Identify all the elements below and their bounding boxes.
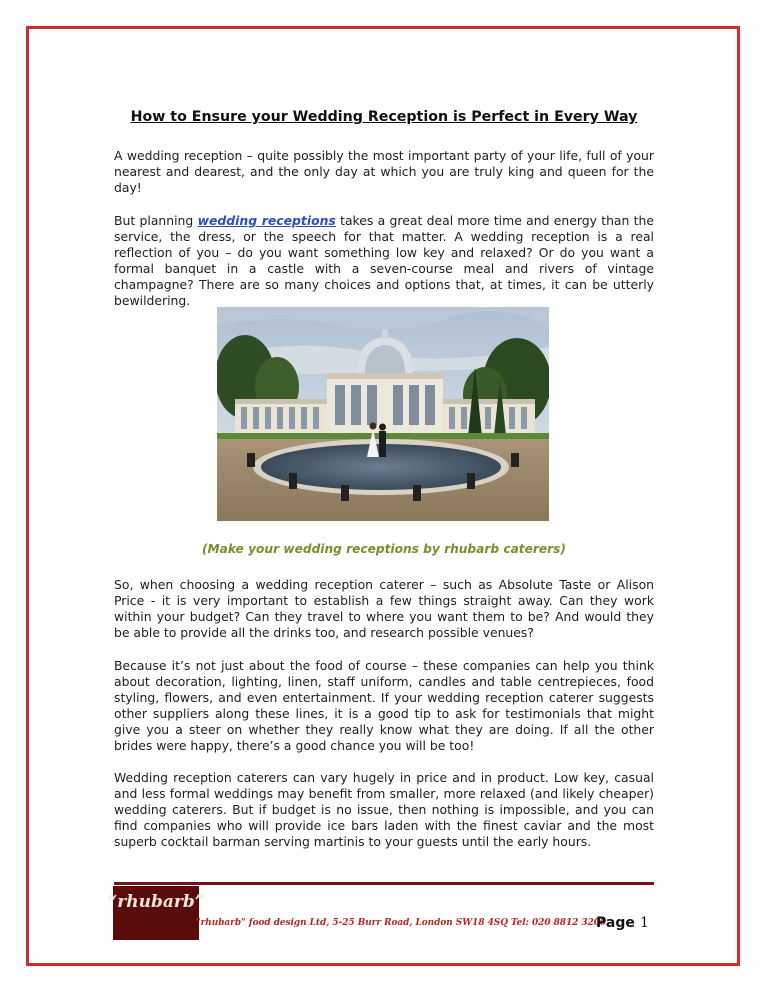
paragraph-intro: A wedding reception – quite possibly the most important party of your life, full of your nearest and dearest, and the only day at which you are truly king and queen for the day! bbox=[114, 148, 654, 195]
page-number-value: 1 bbox=[639, 915, 649, 931]
rhubarb-logo: “rhubarb” bbox=[113, 886, 199, 940]
paragraph-not-just-food: Because it’s not just about the food of course – these companies can help you think about decoration, lighting, linen, staff uniform, candles and table centrepieces, food styling, flowers, and even entertainment. If your wedding reception caterer suggests other suppliers along these lines, it is a good tip to ask for testimonials that might give you a steer on whether they really know what they are doing. If all the other brides were happy, there’s a good chance you will be too! bbox=[114, 658, 654, 753]
paragraph-price-range: Wedding reception caterers can vary hugely in price and in product. Low key, casual and less formal weddings may benefit from smaller, more relaxed (and likely cheaper) wedding caterers. But if budget is no issue, then nothing is impossible, and you can find companies who will provide ice bars laden with the finest caviar and the most superb cocktail barman serving martinis to your guests until the early hours. bbox=[114, 770, 654, 849]
paragraph-planning bbox=[114, 213, 654, 309]
photo-caption: (Make your wedding receptions by rhubarb caterers) bbox=[201, 542, 567, 556]
paragraph-planning-lead: But planning bbox=[114, 213, 198, 228]
page-number bbox=[596, 912, 658, 931]
paragraph-planning-rest: takes a great deal more time and energy than the service, the dress, or the speech for that matter. A wedding reception is a real reflection of you – do you want something low key and relaxed? Or do you want a formal banquet in a castle with a seven-course meal and rivers of vintage champagne? There are so many choices and options that, at times, it can be utterly bewildering. bbox=[114, 213, 654, 308]
document-title: How to Ensure your Wedding Reception is Perfect in Every Way bbox=[130, 109, 638, 125]
footer-address: "rhubarb" food design Ltd, 5-25 Burr Road, London SW18 4SQ Tel: 020 8812 3200 bbox=[196, 918, 607, 928]
paragraph-choosing: So, when choosing a wedding reception caterer – such as Absolute Taste or Alison Price - it is very important to establish a few things straight away. Can they work within your budget? Can they travel to where you want them to be? And would they be able to provide all the drinks too, and research possible venues? bbox=[114, 577, 654, 640]
venue-photo bbox=[217, 307, 549, 521]
footer-divider bbox=[114, 882, 654, 885]
page-label: Page bbox=[596, 915, 635, 931]
wedding-receptions-link[interactable]: wedding receptions bbox=[197, 213, 336, 228]
